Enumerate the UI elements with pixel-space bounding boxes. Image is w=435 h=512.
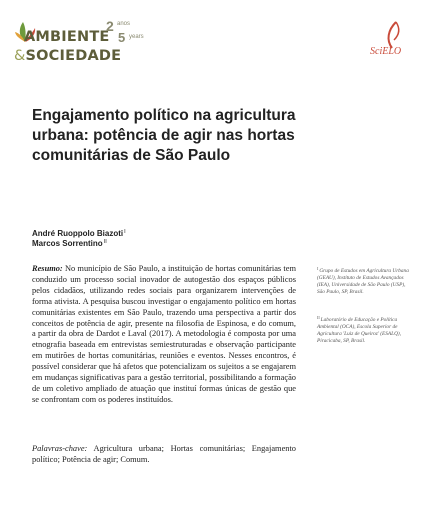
journal-name-line2	[14, 48, 121, 64]
keywords-text: Agricultura urbana; Hortas comunitárias; Engajamento político; Potência de agir; Comum.	[32, 444, 296, 464]
anniversary-badge	[106, 18, 146, 48]
scielo-logo	[370, 20, 414, 60]
author-name: Marcos Sorrentino	[32, 239, 103, 248]
abstract-label: Resumo:	[32, 264, 63, 273]
author-name: André Ruoppolo Biazoti	[32, 229, 124, 238]
abstract-text: No município de São Paulo, a instituição de hortas comunitárias tem conduzido um processo social inovador de autogestão dos espaços públicos pelos cidadãos, utilizando redes sociais para organizarem intervenções de forma ativista. A pesquisa buscou investigar o engajamento político em hortas comunitárias existentes em São Paulo, trazendo uma perspectiva a partir dos conceitos de potência de agir, presente na filosofia de Espinosa, e do comum, a partir da obra de Dardot e Laval (2017). A metodologia é composta por uma etnografia baseada em entrevistas semiestruturadas e observação participante em mutirões de hortas comunitárias, reuniões e eventos. Nesses encontros, é possível considerar que há afetos que potencializam os sujeitos a se engajarem em mudanças significativas para a gestão territorial, possibilitando a formação de um coletivo ampliado de atuação que instituí formas únicas de gestão que se confrontam com os poderes instituídos.	[32, 264, 296, 404]
journal-logo	[14, 14, 144, 68]
anniversary-number-2: 5	[118, 30, 126, 45]
author-affiliation-marker: II	[103, 239, 107, 245]
scielo-wordmark: SciELO	[370, 46, 402, 57]
affiliation-text: Laboratório de Educação e Política Ambiental (OCA), Escola Superior de Agricultura 'Luiz de Queiroz' (ESALQ), Piracicaba, SP, Brasil.	[317, 317, 402, 344]
keywords-label: Palavras-chave:	[32, 444, 88, 453]
journal-name-line1: AMBIENTE	[24, 29, 110, 45]
journal-name-ampersand: &	[14, 48, 26, 64]
affiliation-1	[317, 265, 409, 296]
anniversary-word-2: years	[129, 34, 144, 40]
author-2	[32, 239, 107, 248]
author-affiliation-marker: I	[124, 229, 126, 235]
affiliation-2	[317, 314, 409, 345]
anniversary-word-1: anos	[117, 21, 131, 27]
affiliation-marker: II	[317, 315, 320, 320]
abstract	[32, 264, 296, 406]
keywords	[32, 444, 296, 466]
author-1	[32, 229, 126, 238]
affiliation-marker: I	[317, 266, 319, 271]
article-title: Engajamento político na agricultura urbana: potência de agir nas hortas comunitárias de São Paulo	[32, 107, 296, 164]
affiliation-text: Grupo de Estudos em Agricultura Urbana (GEAU), Instituto de Estudos Avançados (IEA), Universidade de São Paulo (USP), São Paulo, SP, Brasil.	[317, 268, 409, 295]
anniversary-number-1: 2	[106, 18, 114, 34]
journal-name-second-word: SOCIEDADE	[25, 48, 122, 64]
